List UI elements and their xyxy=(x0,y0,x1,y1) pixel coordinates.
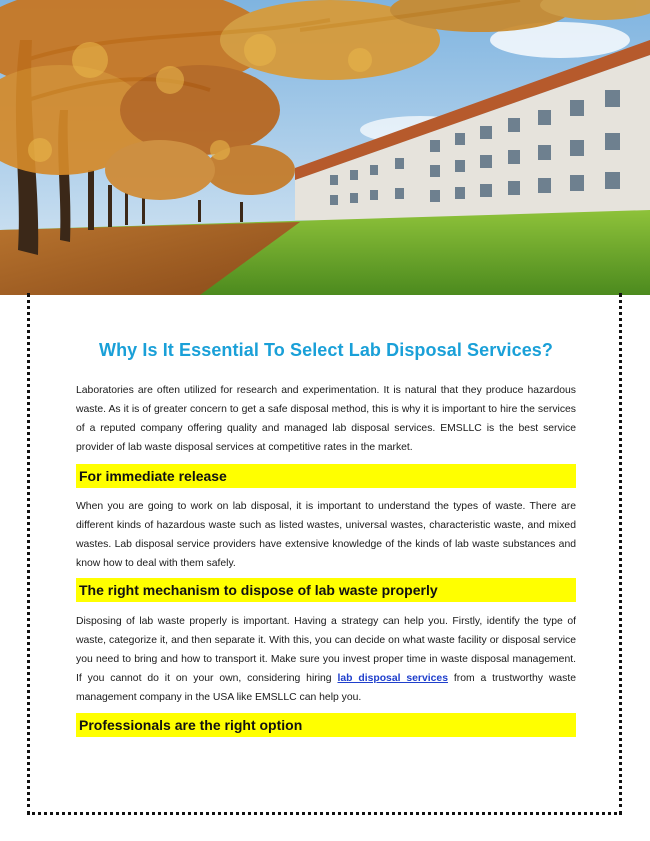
section-paragraph-waste-types: When you are going to work on lab disposal, it is important to understand the types of waste. There are different kinds of hazardous waste such as listed wastes, universal wastes, characteristic waste, and mixed wastes. Lab disposal service providers have extensive knowledge of the kinds of lab waste substances and know how to deal with them safely. xyxy=(76,501,576,569)
hero-image xyxy=(0,0,650,295)
lab-disposal-services-link[interactable]: lab disposal services xyxy=(337,673,448,684)
article xyxy=(76,340,576,737)
section-heading-right-mechanism: The right mechanism to dispose of lab waste properly xyxy=(76,578,576,602)
intro-paragraph: Laboratories are often utilized for research and experimentation. It is natural that they produce hazardous waste. As it is of greater concern to get a safe disposal method, this is why it is important to hire the services of a reputed company offering quality and managed lab disposal services. EMSLLC is the best service provider of lab waste disposal services at competitive rates in the market. xyxy=(76,385,576,453)
section-heading-immediate-release: For immediate release xyxy=(76,464,576,488)
section-paragraph-disposal-strategy xyxy=(76,612,576,707)
paragraph-text-after-link: from a trustworthy waste management company in the USA like EMSLLC can help you. xyxy=(76,673,576,703)
paragraph-text-before-link: Disposing of lab waste properly is important. Having a strategy can help you. Firstly, identify the type of waste, categorize it, and then separate it. With this, you can decide on what waste facility or disposal service you need to bring and how to transport it. Make sure you invest proper time in waste disposal management. If you cannot do it on your own, considering hiring xyxy=(76,616,576,684)
section-heading-professionals: Professionals are the right option xyxy=(76,713,576,737)
article-title: Why Is It Essential To Select Lab Disposal Services? xyxy=(98,340,554,360)
campus-autumn-photo-icon xyxy=(0,0,650,295)
